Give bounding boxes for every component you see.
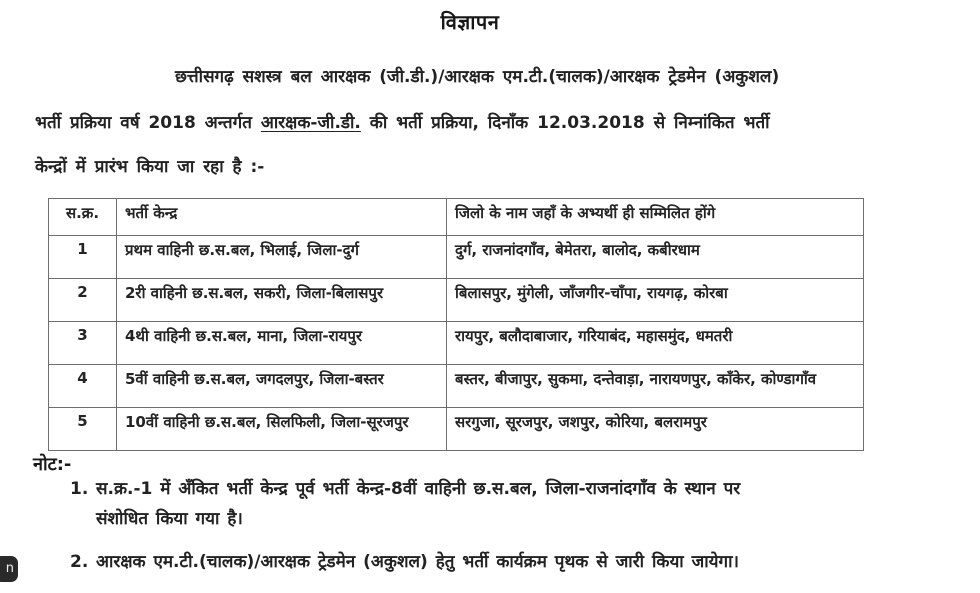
notes-label: नोट:- xyxy=(33,454,72,475)
cell-districts: बस्तर, बीजापुर, सुकमा, दन्तेवाड़ा, नारायणपुर, काँकेर, कोण्डागाँव xyxy=(447,365,864,408)
header-recruitment-center: भर्ती केन्द्र xyxy=(117,199,447,236)
table-header-row xyxy=(49,199,864,236)
cell-serial: 1 xyxy=(49,236,117,279)
note-2-line xyxy=(70,549,739,572)
cell-districts: रायपुर, बलौदाबाजार, गरियाबंद, महासमुंद, धमतरी xyxy=(447,322,864,365)
note-1-number: 1. xyxy=(70,479,89,499)
table-row xyxy=(49,322,864,365)
corner-language-badge[interactable]: n xyxy=(0,556,18,582)
table-row xyxy=(49,236,864,279)
note-1-line-2: संशोधित किया गया है। xyxy=(96,509,243,529)
underlined-arakshak-gd: आरक्षक-जी.डी. xyxy=(260,113,361,133)
intro-line-2-pre: भर्ती प्रक्रिया वर्ष 2018 अन्तर्गत xyxy=(35,113,261,133)
cell-center: 2री वाहिनी छ.स.बल, सकरी, जिला-बिलासपुर xyxy=(117,279,447,322)
page-title: विज्ञापन xyxy=(440,10,500,34)
note-2-text: आरक्षक एम.टी.(चालक)/आरक्षक ट्रेडमेन (अकुशल) हेतु भर्ती कार्यक्रम पृथक से जारी किया जायेगा। xyxy=(96,552,739,572)
note-2-number: 2. xyxy=(70,552,89,572)
cell-districts: बिलासपुर, मुंगेली, जाँजगीर-चाँपा, रायगढ़, कोरबा xyxy=(447,279,864,322)
note-1-text: स.क्र.-1 में अँकित भर्ती केन्द्र पूर्व भर्ती केन्द्र-8वीं वाहिनी छ.स.बल, जिला-राजनांदगाँव के स्थान पर xyxy=(96,479,741,499)
cell-center: 5वीं वाहिनी छ.स.बल, जगदलपुर, जिला-बस्तर xyxy=(117,365,447,408)
header-districts: जिलो के नाम जहाँ के अभ्यर्थी ही सम्मिलित होंगे xyxy=(447,199,864,236)
cell-districts: सरगुजा, सूरजपुर, जशपुर, कोरिया, बलरामपुर xyxy=(447,408,864,451)
cell-serial: 4 xyxy=(49,365,117,408)
intro-line-1: छत्तीसगढ़ सशस्त्र बल आरक्षक (जी.डी.)/आरक्षक एम.टी.(चालक)/आरक्षक ट्रेडमेन (अकुशल) xyxy=(175,67,780,87)
table-row xyxy=(49,408,864,451)
intro-line-2-post: की भर्ती प्रक्रिया, दिनाँक 12.03.2018 से निम्नांकित भर्ती xyxy=(360,113,770,133)
cell-serial: 2 xyxy=(49,279,117,322)
intro-line-3: केन्द्रों में प्रारंभ किया जा रहा है :- xyxy=(35,157,265,177)
cell-serial: 5 xyxy=(49,408,117,451)
intro-line-2 xyxy=(35,110,770,133)
table-row xyxy=(49,279,864,322)
note-1-line-1 xyxy=(70,476,740,499)
recruitment-centers-table xyxy=(48,198,864,451)
header-serial-no: स.क्र. xyxy=(49,199,117,236)
cell-center: प्रथम वाहिनी छ.स.बल, भिलाई, जिला-दुर्ग xyxy=(117,236,447,279)
cell-center: 4थी वाहिनी छ.स.बल, माना, जिला-रायपुर xyxy=(117,322,447,365)
cell-center: 10वीं वाहिनी छ.स.बल, सिलफिली, जिला-सूरजपुर xyxy=(117,408,447,451)
cell-districts: दुर्ग, राजनांदगाँव, बेमेतरा, बालोद, कबीरधाम xyxy=(447,236,864,279)
cell-serial: 3 xyxy=(49,322,117,365)
table-row xyxy=(49,365,864,408)
